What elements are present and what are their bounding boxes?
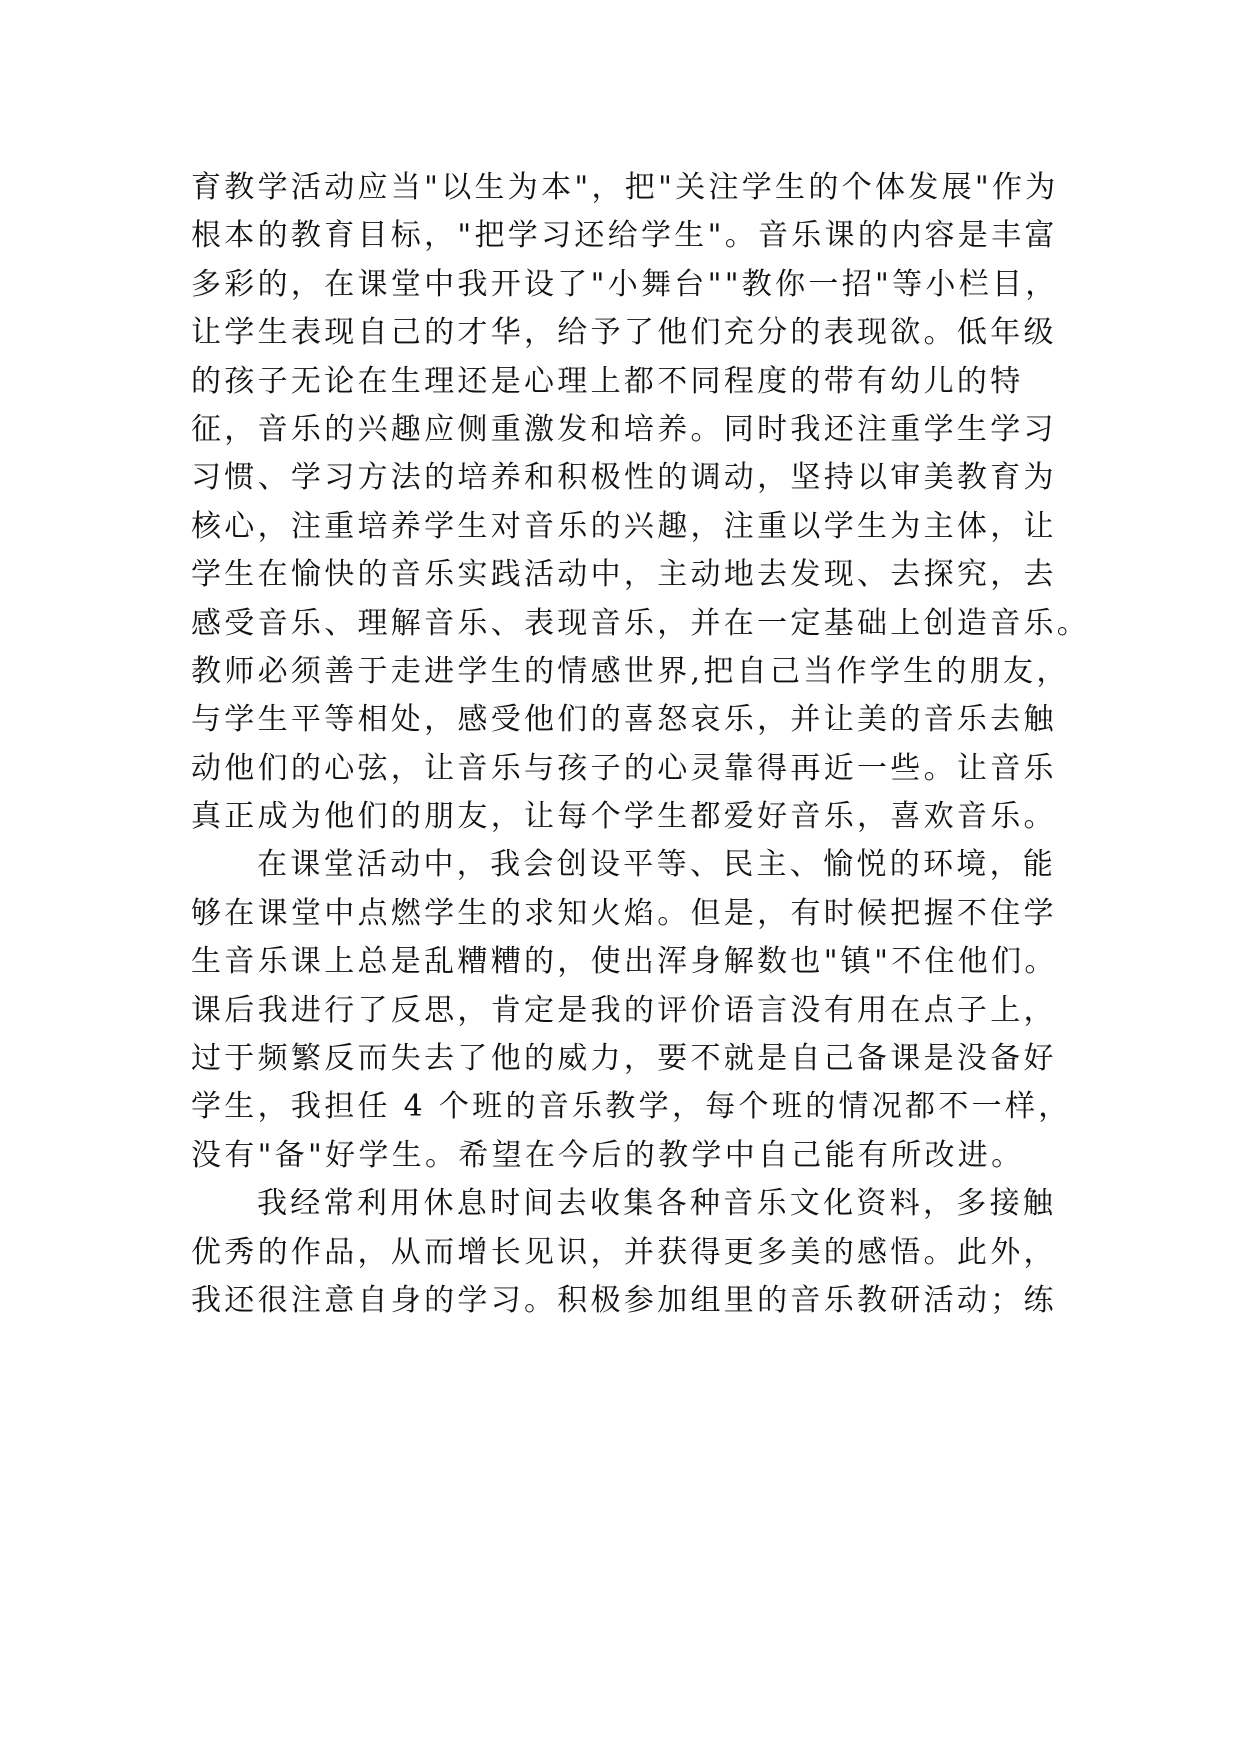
text-line: 没有"备"好学生。希望在今后的教学中自己能有所改进。 bbox=[191, 1137, 1025, 1173]
text-line: 在课堂活动中，我会创设平等、民主、愉悦的环境，能 bbox=[257, 847, 1057, 883]
text-line: 让学生表现自己的才华，给予了他们充分的表现欲。低年级 bbox=[191, 315, 1057, 351]
text-line: 学生，我担任 4 个班的音乐教学，每个班的情况都不一样， bbox=[191, 1089, 1072, 1125]
text-line: 学生在愉快的音乐实践活动中，主动地去发现、去探究，去 bbox=[191, 557, 1057, 593]
text-line: 感受音乐、理解音乐、表现音乐，并在一定基础上创造音乐。 bbox=[191, 605, 1091, 641]
text-line: 的孩子无论在生理还是心理上都不同程度的带有幼儿的特 bbox=[191, 363, 1024, 399]
text-line: 够在课堂中点燃学生的求知火焰。但是，有时候把握不住学 bbox=[191, 895, 1057, 931]
text-line: 教师必须善于走进学生的情感世界,把自己当作学生的朋友， bbox=[191, 653, 1070, 689]
text-line: 育教学活动应当"以生为本"，把"关注学生的个体发展"作为 bbox=[191, 170, 1059, 205]
paragraph bbox=[191, 164, 1091, 841]
text-line: 征，音乐的兴趣应侧重激发和培养。同时我还注重学生学习 bbox=[191, 411, 1057, 447]
text-line: 根本的教育目标，"把学习还给学生"。音乐课的内容是丰富 bbox=[191, 218, 1058, 254]
text-line: 核心，注重培养学生对音乐的兴趣，注重以学生为主体，让 bbox=[191, 508, 1057, 544]
paragraph bbox=[191, 841, 1071, 1180]
text-line: 优秀的作品，从而增长见识，并获得更多美的感悟。此外， bbox=[191, 1234, 1057, 1270]
text-line: 与学生平等相处，感受他们的喜怒哀乐，并让美的音乐去触 bbox=[191, 702, 1057, 738]
text-line: 习惯、学习方法的培养和积极性的调动，坚持以审美教育为 bbox=[191, 460, 1057, 496]
text-line: 生音乐课上总是乱糟糟的，使出浑身解数也"镇"不住他们。 bbox=[191, 944, 1058, 980]
text-line: 多彩的，在课堂中我开设了"小舞台""教你一招"等小栏目， bbox=[191, 266, 1059, 302]
paragraph bbox=[191, 1180, 1071, 1325]
text-line: 过于频繁反而失去了他的威力，要不就是自己备课是没备好 bbox=[191, 1041, 1057, 1077]
text-line: 真正成为他们的朋友，让每个学生都爱好音乐，喜欢音乐。 bbox=[191, 799, 1057, 835]
text-line: 我经常利用休息时间去收集各种音乐文化资料，多接触 bbox=[257, 1186, 1057, 1222]
text-line: 课后我进行了反思，肯定是我的评价语言没有用在点子上， bbox=[191, 992, 1057, 1028]
text-line: 我还很注意自身的学习。积极参加组里的音乐教研活动；练 bbox=[191, 1282, 1057, 1318]
body-text bbox=[191, 164, 1091, 1325]
text-line: 动他们的心弦，让音乐与孩子的心灵靠得再近一些。让音乐 bbox=[191, 750, 1057, 786]
